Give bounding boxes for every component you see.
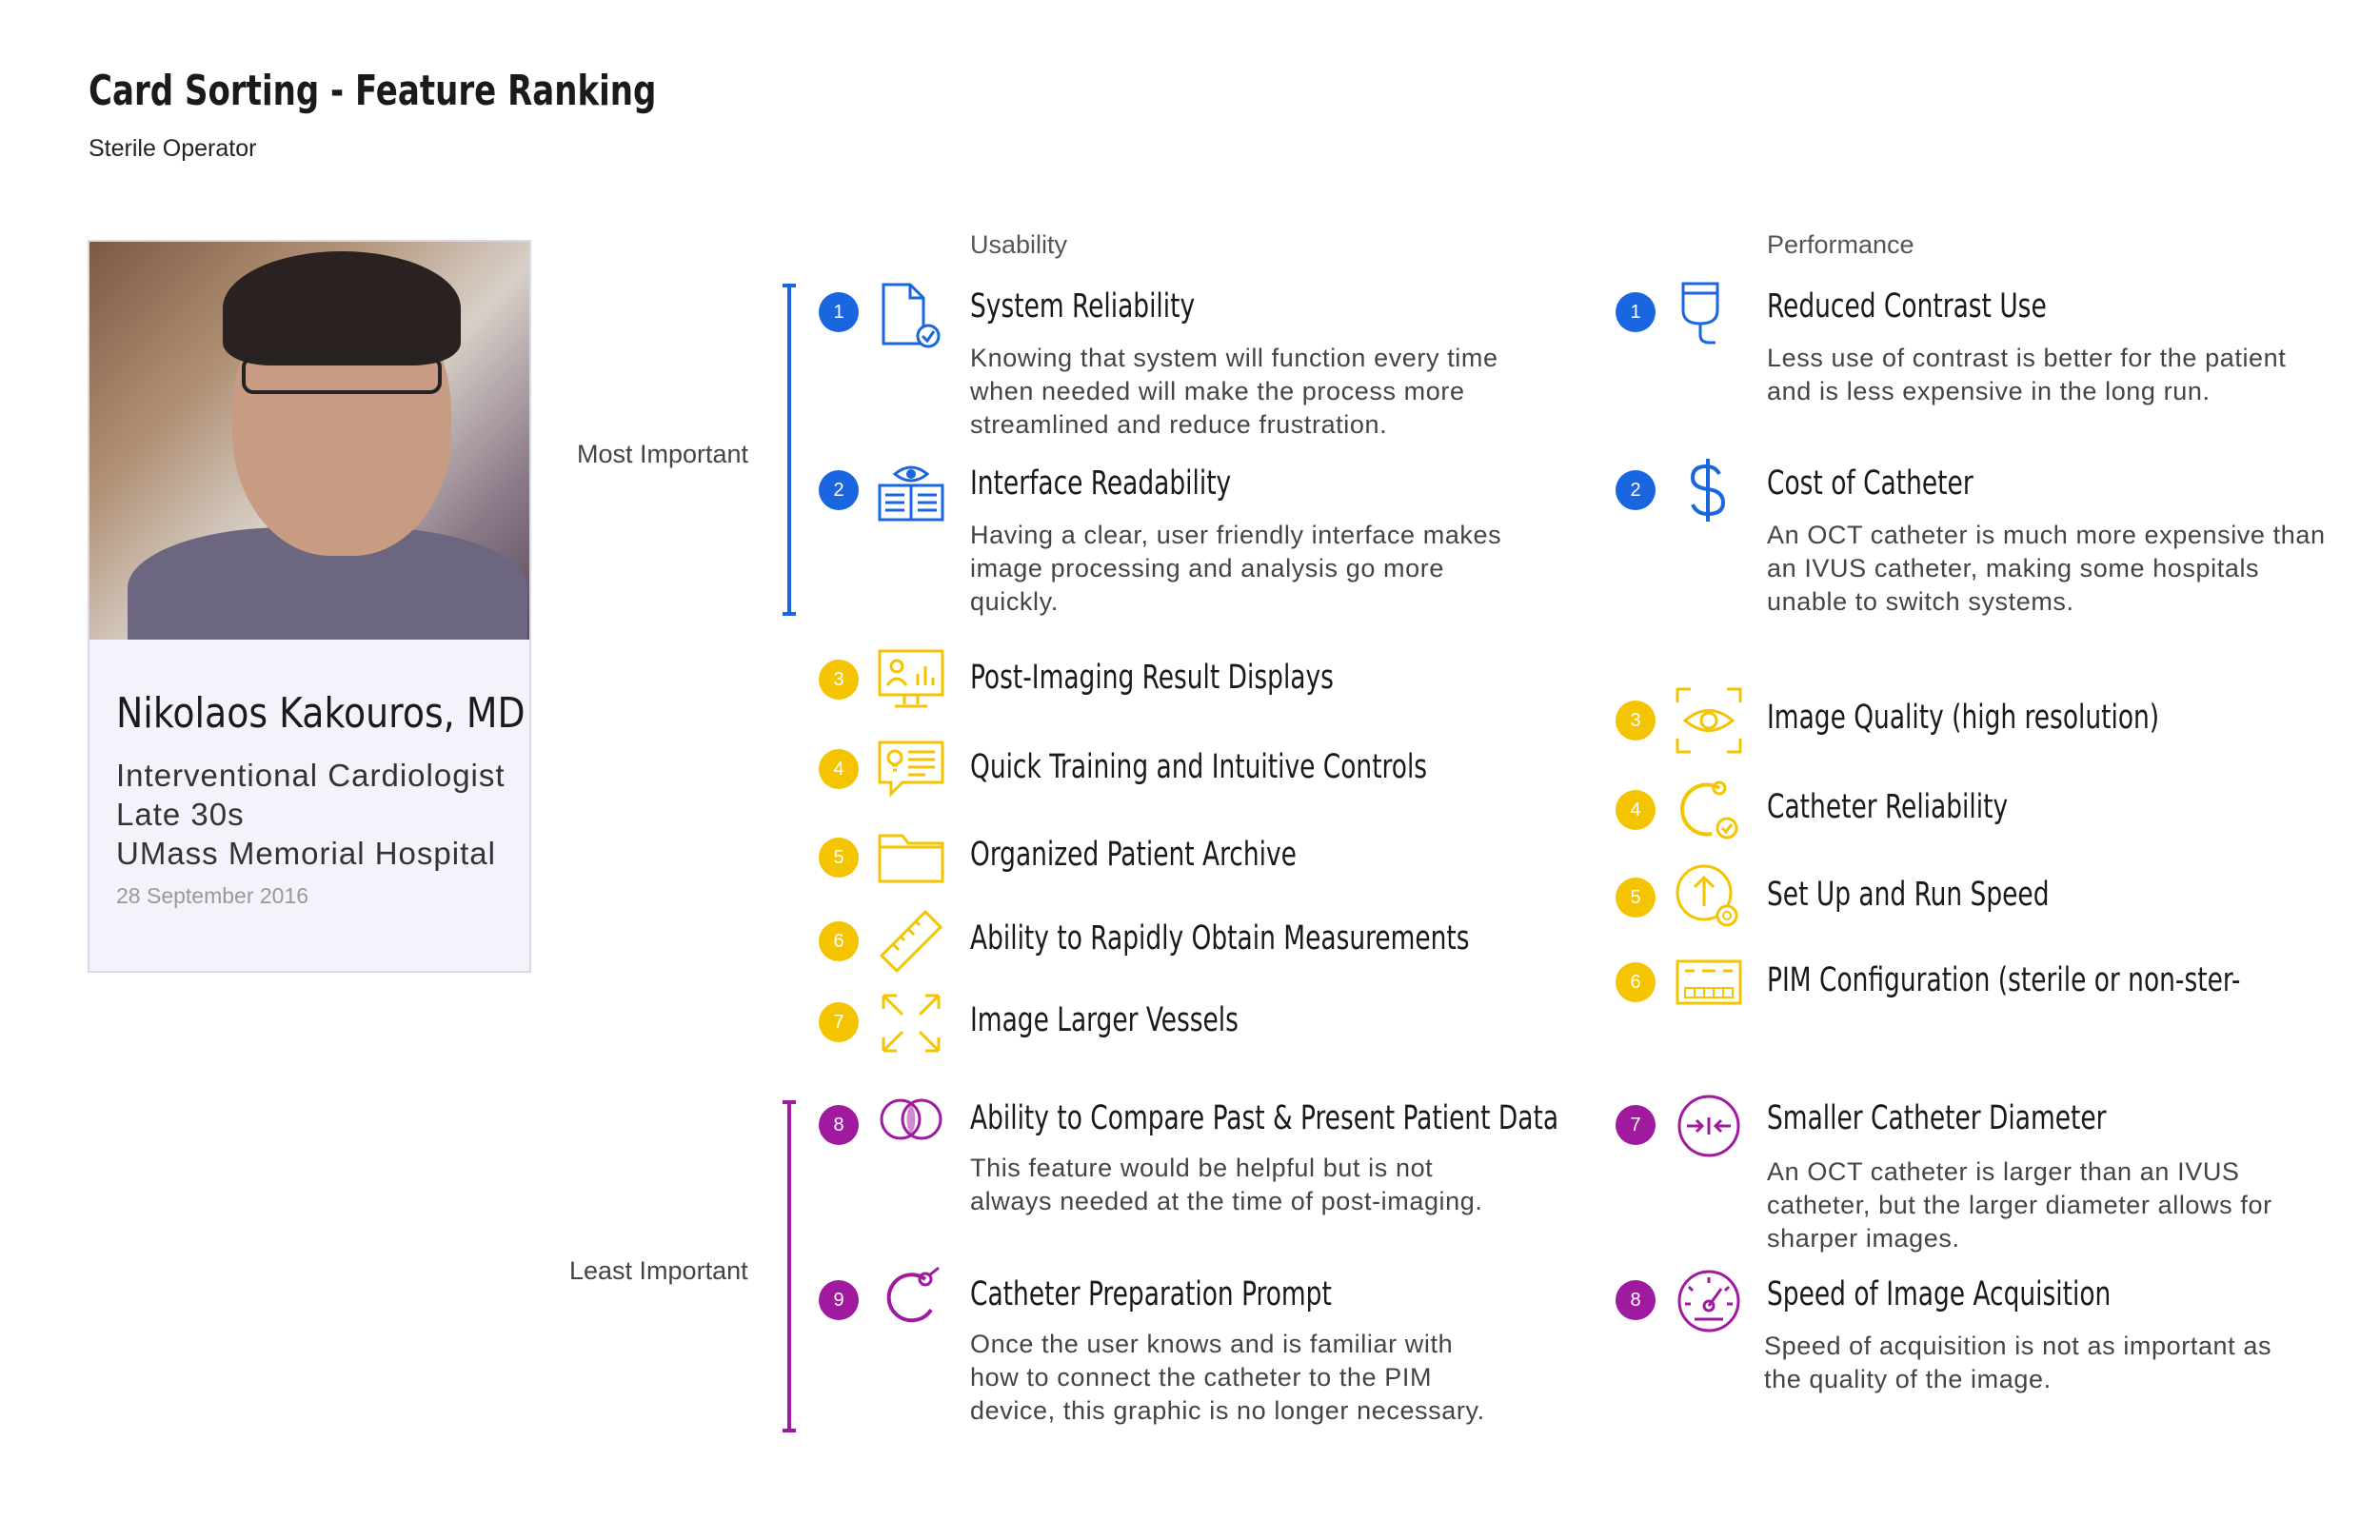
- rank-badge: 7: [1616, 1105, 1656, 1145]
- least-important-bracket: [787, 1102, 791, 1431]
- lightbulb-chat-icon: [876, 735, 946, 805]
- expand-arrows-icon: [876, 988, 946, 1058]
- item-title: Set Up and Run Speed: [1767, 876, 2050, 914]
- rank-badge: 3: [1616, 701, 1656, 740]
- item-description: Knowing that system will function every time when needed will make the process more streamlined and reduce frustration.: [970, 344, 1498, 439]
- profile-photo: [89, 242, 529, 640]
- rank-badge: 3: [819, 660, 859, 700]
- arrow-gear-icon: [1674, 862, 1744, 933]
- item-title: Cost of Catheter: [1767, 464, 1973, 503]
- item-description: An OCT catheter is much more expensive than an IVUS catheter, making some hospitals unable to switch systems.: [1767, 521, 2326, 616]
- profile-hospital: UMass Memorial Hospital: [116, 836, 496, 871]
- rank-badge: 1: [819, 292, 859, 332]
- item-title: Ability to Rapidly Obtain Measurements: [970, 919, 1470, 958]
- rank-badge: 9: [819, 1280, 859, 1320]
- catheter-check-icon: [1674, 775, 1744, 845]
- bracket-cap: [783, 1100, 796, 1104]
- item-description: An OCT catheter is larger than an IVUS catheter, but the larger diameter allows for sharper images.: [1767, 1157, 2272, 1253]
- profile-date: 28 September 2016: [116, 883, 309, 908]
- rank-badge: 2: [819, 470, 859, 510]
- folder-icon: [876, 822, 946, 893]
- profile-name: Nikolaos Kakouros, MD: [116, 689, 526, 738]
- most-important-label: Most Important: [577, 440, 749, 468]
- least-important-label: Least Important: [569, 1256, 748, 1285]
- ruler-icon: [876, 906, 946, 977]
- item-title: Interface Readability: [970, 464, 1232, 503]
- item-description: Speed of acquisition is not as important as the quality of the image.: [1764, 1332, 2272, 1393]
- item-title: Image Quality (high resolution): [1767, 699, 2160, 737]
- pim-device-icon: [1674, 948, 1744, 1018]
- item-title: System Reliability: [970, 287, 1196, 326]
- rank-badge: 4: [1616, 790, 1656, 830]
- performance-heading: Performance: [1767, 230, 1914, 259]
- rank-badge: 1: [1616, 292, 1656, 332]
- item-title: Organized Patient Archive: [970, 836, 1297, 874]
- overlap-circles-icon: [876, 1091, 946, 1161]
- item-title: Speed of Image Acquisition: [1767, 1275, 2112, 1313]
- item-description: This feature would be helpful but is not always needed at the time of post-imaging.: [970, 1154, 1483, 1215]
- most-important-bracket: [787, 286, 791, 614]
- bracket-cap: [783, 1429, 796, 1432]
- rank-badge: 2: [1616, 470, 1656, 510]
- profile-role: Interventional Cardiologist: [116, 758, 506, 793]
- rank-badge: 5: [819, 838, 859, 878]
- item-title: Catheter Preparation Prompt: [970, 1275, 1332, 1313]
- profile-age: Late 30s: [116, 797, 245, 832]
- bracket-cap: [783, 612, 796, 616]
- rank-badge: 8: [1616, 1280, 1656, 1320]
- item-description: Once the user knows and is familiar with how to connect the catheter to the PIM device, this graphic is no longer necessary.: [970, 1330, 1485, 1425]
- compress-circle-icon: [1674, 1091, 1744, 1161]
- catheter-loop-icon: [876, 1266, 946, 1336]
- item-title: PIM Configuration (sterile or non-ster-: [1767, 961, 2241, 999]
- bracket-cap: [783, 284, 796, 287]
- item-title: Reduced Contrast Use: [1767, 287, 2047, 326]
- item-title: Catheter Reliability: [1767, 788, 2009, 826]
- item-title: Post-Imaging Result Displays: [970, 659, 1334, 697]
- rank-badge: 5: [1616, 878, 1656, 918]
- dollar-icon: [1674, 455, 1744, 525]
- item-title: Ability to Compare Past & Present Patient Data: [970, 1099, 1559, 1137]
- profile-card: [88, 240, 531, 973]
- item-description: Having a clear, user friendly interface makes image processing and analysis go more quickly.: [970, 521, 1502, 616]
- item-title: Image Larger Vessels: [970, 1001, 1239, 1039]
- page-subtitle: Sterile Operator: [89, 135, 257, 162]
- rank-badge: 6: [819, 921, 859, 961]
- rank-badge: 4: [819, 749, 859, 789]
- contrast-bag-icon: [1674, 280, 1744, 350]
- usability-heading: Usability: [970, 230, 1068, 259]
- eye-frame-icon: [1674, 685, 1744, 756]
- document-check-icon: [876, 281, 946, 351]
- rank-badge: 6: [1616, 962, 1656, 1002]
- item-description: Less use of contrast is better for the patient and is less expensive in the long run.: [1767, 344, 2287, 405]
- rank-badge: 7: [819, 1002, 859, 1042]
- item-title: Smaller Catheter Diameter: [1767, 1099, 2107, 1137]
- item-title: Quick Training and Intuitive Controls: [970, 748, 1428, 786]
- eye-book-icon: [876, 457, 946, 527]
- rank-badge: 8: [819, 1105, 859, 1145]
- page-title: Card Sorting - Feature Ranking: [89, 67, 657, 115]
- speedometer-icon: [1674, 1266, 1744, 1336]
- monitor-chart-icon: [876, 645, 946, 716]
